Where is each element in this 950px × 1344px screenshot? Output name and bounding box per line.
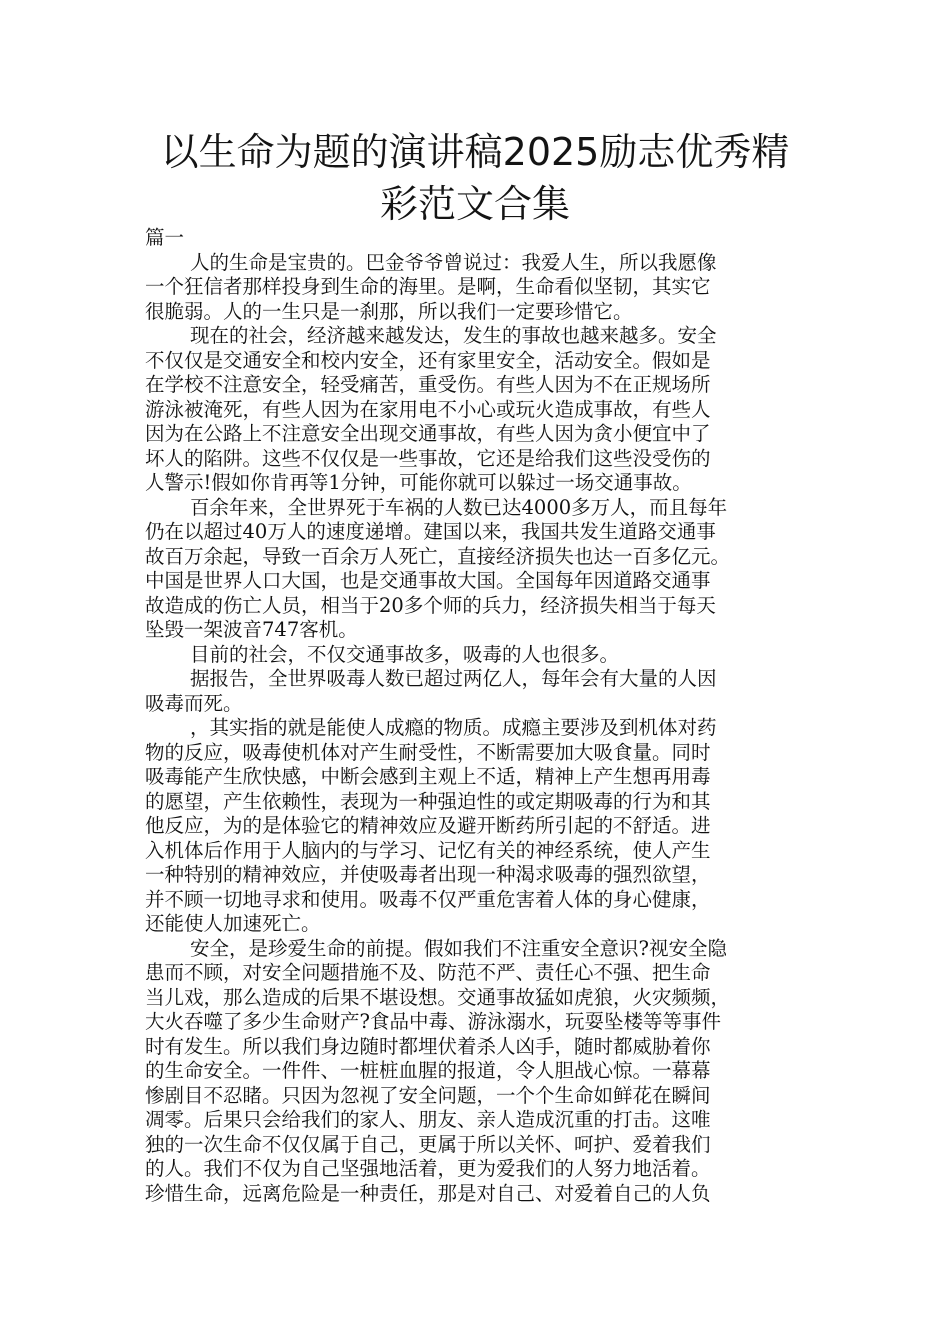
paragraph-line: 独的一次生命不仅仅属于自己，更属于所以关怀、呵护、爱着我们 — [145, 1132, 711, 1156]
paragraph-line: 他反应，为的是体验它的精神效应及避开断药所引起的不舒适。进 — [145, 814, 711, 837]
paragraph-line: 的愿望，产生依赖性，表现为一种强迫性的或定期吸毒的行为和其 — [145, 789, 711, 813]
paragraph-line: 珍惜生命，远离危险是一种责任，那是对自己、对爱着自己的人负 — [145, 1181, 711, 1205]
paragraph-line: 坏人的陷阱。这些不仅仅是一些事故，它还是给我们这些没受伤的 — [145, 446, 711, 470]
paragraph-line: 患而不顾，对安全问题措施不及、防范不严、责任心不强、把生命 — [145, 961, 711, 984]
title-line: 以生命为题的演讲稿2025励志优秀精 — [160, 130, 790, 174]
paragraph-line: 时有发生。所以我们身边随时都埋伏着杀人凶手，随时都威胁着你 — [145, 1034, 711, 1058]
paragraph-line: 故造成的伤亡人员，相当于20多个师的兵力，经济损失相当于每天 — [145, 593, 716, 617]
paragraph-line: ，其实指的就是能使人成瘾的物质。成瘾主要涉及到机体对药 — [190, 716, 717, 739]
body-paragraph — [145, 324, 820, 496]
paragraph-line: 人的生命是宝贵的。巴金爷爷曾说过：我爱人生，所以我愿像 — [190, 250, 717, 274]
paragraph-line: 并不顾一切地寻求和使用。吸毒不仅严重危害着人体的身心健康， — [145, 887, 711, 911]
paragraph-line: 不仅仅是交通安全和校内安全，还有家里安全，活动安全。假如是 — [145, 348, 711, 372]
paragraph-line: 还能使人加速死亡。 — [145, 912, 321, 935]
paragraph-line: 凋零。后果只会给我们的家人、朋友、亲人造成沉重的打击。这唯 — [145, 1108, 711, 1131]
title-line: 彩范文合集 — [379, 182, 570, 226]
body-paragraph — [145, 716, 820, 937]
paragraph-line: 大火吞噬了多少生命财产?食品中毒、游泳溺水，玩耍坠楼等等事件 — [145, 1010, 721, 1033]
document-body — [145, 226, 820, 1206]
paragraph-line: 因为在公路上不注意安全出现交通事故，有些人因为贪小便宜中了 — [145, 422, 711, 445]
paragraph-line: 故百万余起，导致一百余万人死亡，直接经济损失也达一百多亿元。 — [145, 544, 731, 568]
paragraph-line: 据报告，全世界吸毒人数已超过两亿人，每年会有大量的人因 — [190, 667, 717, 690]
paragraph-line: 目前的社会，不仅交通事故多，吸毒的人也很多。 — [190, 642, 620, 666]
paragraph-line: 百余年来，全世界死于车祸的人数已达4000多万人，而且每年 — [190, 495, 728, 519]
paragraph-line: 在学校不注意安全，轻受痛苦，重受伤。有些人因为不在正规场所 — [145, 373, 711, 396]
paragraph-line: 的人。我们不仅为自己坚强地活着，更为爱我们的人努力地活着。 — [145, 1157, 711, 1180]
paragraph-line: 惨剧目不忍睹。只因为忽视了安全问题，一个个生命如鲜花在瞬间 — [145, 1083, 711, 1107]
body-paragraph — [145, 667, 820, 716]
paragraph-line: 吸毒能产生欣快感，中断会感到主观上不适，精神上产生想再用毒 — [145, 765, 711, 788]
paragraph-line: 当儿戏，那么造成的后果不堪设想。交通事故猛如虎狼，火灾频频， — [145, 985, 731, 1009]
body-paragraph — [145, 937, 820, 1207]
document-title — [120, 126, 830, 230]
paragraph-line: 一种特别的精神效应，并使吸毒者出现一种渴求吸毒的强烈欲望， — [145, 863, 711, 886]
paragraph-line: 人警示!假如你肯再等1分钟，可能你就可以躲过一场交通事故。 — [145, 471, 692, 494]
paragraph-line: 入机体后作用于人脑内的与学习、记忆有关的神经系统，使人产生 — [145, 838, 711, 862]
paragraph-line: 很脆弱。人的一生只是一刹那，所以我们一定要珍惜它。 — [145, 299, 633, 323]
paragraph-line: 的生命安全。一件件、一桩桩血腥的报道，令人胆战心惊。一幕幕 — [145, 1059, 711, 1082]
paragraph-line: 一个狂信者那样投身到生命的海里。是啊，生命看似坚韧，其实它 — [145, 275, 711, 298]
paragraph-line: 仍在以超过40万人的速度递增。建国以来，我国共发生道路交通事 — [145, 520, 716, 543]
paragraph-line: 吸毒而死。 — [145, 691, 243, 715]
paragraph-list — [145, 251, 820, 1207]
paragraph-line: 现在的社会，经济越来越发达，发生的事故也越来越多。安全 — [190, 324, 717, 347]
paragraph-line: 安全，是珍爱生命的前提。假如我们不注重安全意识?视安全隐 — [190, 936, 727, 960]
body-paragraph — [145, 643, 820, 668]
body-paragraph — [145, 251, 820, 325]
paragraph-line: 中国是世界人口大国，也是交通事故大国。全国每年因道路交通事 — [145, 569, 711, 592]
section-label: 篇一 — [145, 226, 185, 249]
paragraph-line: 坠毁一架波音747客机。 — [145, 618, 358, 641]
paragraph-line: 物的反应，吸毒使机体对产生耐受性，不断需要加大吸食量。同时 — [145, 740, 711, 764]
body-paragraph — [145, 496, 820, 643]
paragraph-line: 游泳被淹死，有些人因为在家用电不小心或玩火造成事故，有些人 — [145, 397, 711, 421]
